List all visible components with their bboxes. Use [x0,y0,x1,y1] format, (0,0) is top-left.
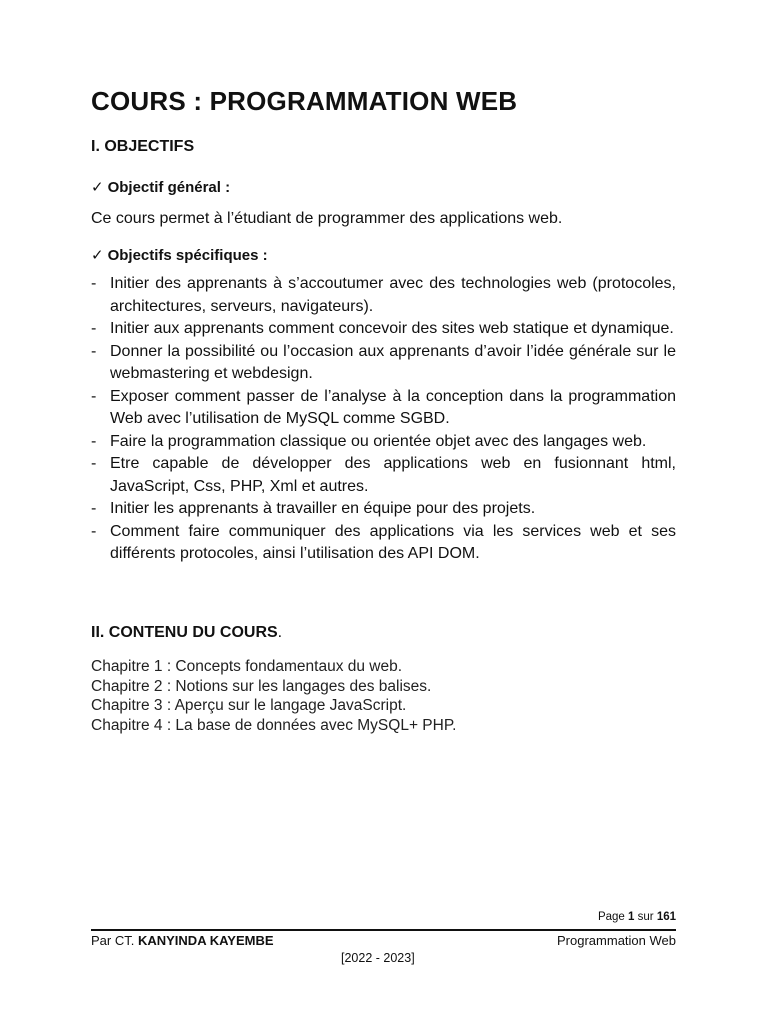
dash-icon: - [91,432,97,450]
chapters-list [91,657,456,735]
footer-divider [91,929,676,931]
list-item: Chapitre 1 : Concepts fondamentaux du web. [91,658,403,675]
footer-course: Programmation Web [557,933,676,948]
objectifs-specifiques-colon: : [258,247,268,264]
dash-icon: - [91,320,97,337]
dash-icon: - [91,342,97,360]
dash-icon: - [91,387,97,405]
objectif-general-label: Objectif général [107,179,221,196]
list-item: - Initier aux apprenants comment concevoir des sites web statique et dynamique. [91,318,676,341]
section-contenu-period: . [277,624,283,641]
objectif-general-heading [91,178,230,196]
dash-icon: - [91,500,97,517]
current-page: 1 [628,911,635,923]
list-item: - Initier des apprenants à s’accoutumer avec des technologies web (protocoles, architectures, serveurs, navigateurs). [91,275,676,315]
document-page [91,0,676,1024]
footer-author: Par CT. KANYINDA KAYEMBE [91,933,274,948]
objectif-general-colon: : [220,179,231,196]
list-item: - Exposer comment passer de l’analyse à la conception dans la programmation Web avec l’utilisation de MySQL comme SGBD. [91,387,676,427]
section-contenu-label: II. CONTENU DU COURS [91,624,278,641]
page-number: Page 1 sur 161 [597,911,676,923]
page-title: COURS : PROGRAMMATION WEB [91,86,518,116]
checkmark-icon: ✓ [91,247,104,264]
footer-year: [2022 - 2023] [341,951,415,965]
list-item: - Faire la programmation classique ou orientée objet avec des langages web. [91,431,676,454]
dash-icon: - [91,455,97,472]
author-name: KANYINDA KAYEMBE [137,933,274,948]
objectifs-list [91,273,676,566]
total-pages: 161 [656,911,676,923]
list-item: - Etre capable de développer des applications web en fusionnant html, JavaScript, Css, PHP, Xml et autres. [91,455,676,495]
objectifs-specifiques-heading [91,246,268,264]
list-item: - Donner la possibilité ou l’occasion aux apprenants d’avoir l’idée générale sur le webmastering et webdesign. [91,342,676,382]
dash-icon: - [91,275,97,292]
list-item: Chapitre 2 : Notions sur les langages des balises. [91,677,432,695]
section-objectifs-heading: I. OBJECTIFS [91,138,195,155]
list-item: - Comment faire communiquer des applications via les services web et ses différents protocoles, ainsi l’utilisation des API DOM. [91,522,676,562]
objectif-general-text: Ce cours permet à l’étudiant de programmer des applications web. [91,210,563,227]
list-item: Chapitre 4 : La base de données avec MySQL+ PHP. [91,716,457,734]
objectifs-specifiques-label: Objectifs spécifiques [107,247,259,264]
checkmark-icon: ✓ [91,179,104,196]
dash-icon: - [91,522,97,540]
section-contenu-heading [91,624,282,642]
list-item: - Initier les apprenants à travailler en équipe pour des projets. [91,498,676,521]
list-item: Chapitre 3 : Aperçu sur le langage JavaScript. [91,697,407,714]
